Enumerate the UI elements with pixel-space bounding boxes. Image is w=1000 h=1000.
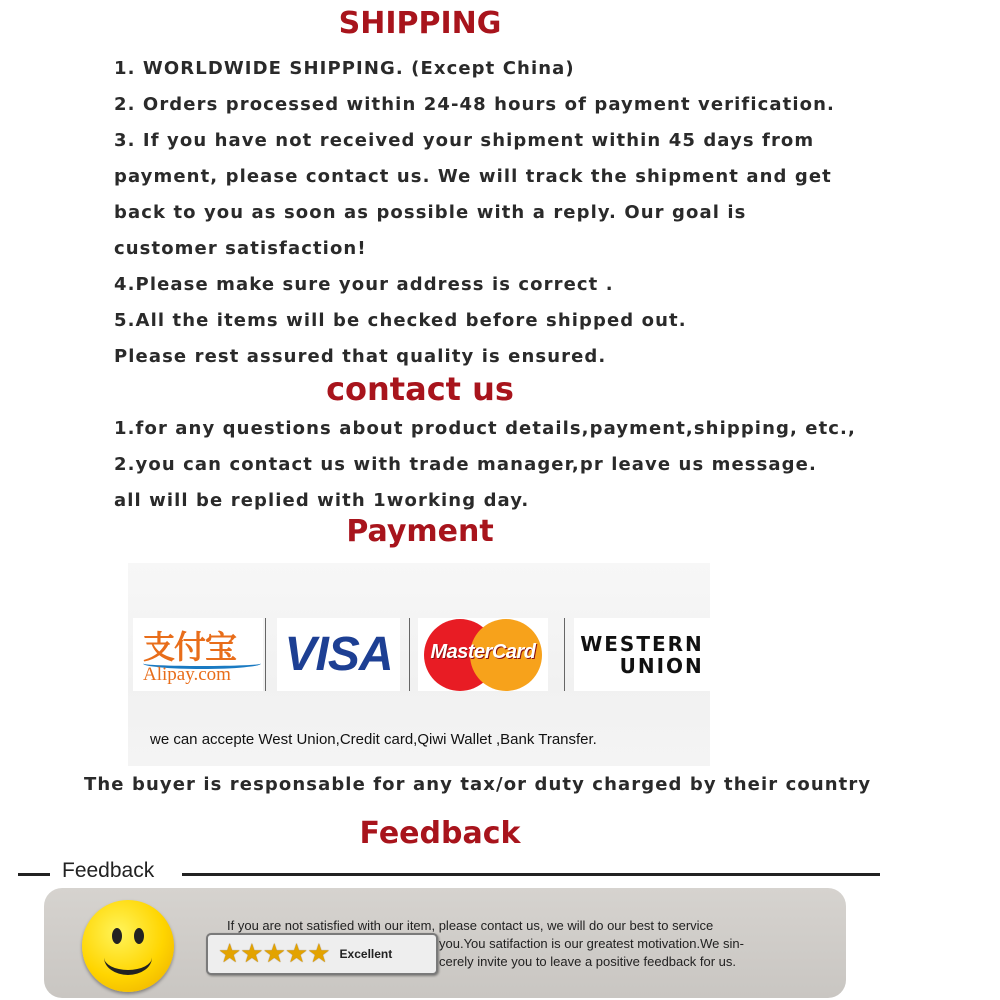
contact-line-1: 1.for any questions about product details,payment,shipping, etc., [114,418,856,439]
shipping-line-3: 3. If you have not received your shipment within 45 days from [114,130,815,151]
shipping-line-6: customer satisfaction! [114,238,367,259]
mastercard-circles-icon [424,619,542,691]
smiley-face-icon [82,900,174,992]
alipay-logo [133,618,263,691]
shipping-line-1: 1. WORLDWIDE SHIPPING. (Except China) [114,58,575,79]
western-union-word-1: WESTERN [580,631,704,656]
contact-line-3: all will be replied with 1working day. [114,490,530,511]
shipping-line-9: Please rest assured that quality is ensured. [114,346,607,367]
feedback-banner-rule-right [182,873,880,876]
logo-divider [265,618,266,691]
payment-methods-caption: we can accepte West Union,Credit card,Qiwi Wallet ,Bank Transfer. [150,731,597,748]
contact-heading: contact us [326,370,514,408]
western-union-logo [574,618,710,691]
excellent-rating-badge [206,933,438,975]
shipping-line-7: 4.Please make sure your address is correct . [114,274,614,295]
shipping-line-8: 5.All the items will be checked before shipped out. [114,310,687,331]
feedback-message-line-3: cerely invite you to leave a positive feedback for us. [439,954,736,969]
shipping-line-2: 2. Orders processed within 24-48 hours of payment verification. [114,94,835,115]
shipping-line-5: back to you as soon as possible with a reply. Our goal is [114,202,747,223]
feedback-message-line-1: If you are not satisfied with our item, please contact us, we will do our best to service [227,918,714,933]
feedback-banner-label: Feedback [62,859,155,882]
shipping-line-4: payment, please contact us. We will track the shipment and get [114,166,832,187]
logo-divider [564,618,565,691]
star-rating-icon: ★★★★★ [218,939,330,969]
buyer-tax-note: The buyer is responsable for any tax/or duty charged by their country [84,774,872,795]
mastercard-logo [418,618,548,691]
rating-label: Excellent [339,947,393,961]
visa-logo [277,618,400,691]
payment-methods-panel [128,563,710,766]
logo-divider [409,618,410,691]
alipay-chinese-wordmark: 支付宝 [143,628,237,666]
contact-line-2: 2.you can contact us with trade manager,pr leave us message. [114,454,817,475]
payment-heading: Payment [346,514,494,549]
feedback-banner [44,888,846,998]
feedback-banner-rule-left [18,873,50,876]
shipping-heading: SHIPPING [338,6,502,41]
feedback-message-line-2: you.You satifaction is our greatest motivation.We sin- [439,936,744,951]
western-union-word-2: UNION [619,653,704,678]
alipay-wordmark: Alipay.com [143,664,231,685]
feedback-heading: Feedback [359,816,521,851]
visa-wordmark: VISA [284,628,393,681]
mastercard-wordmark: MasterCard [430,640,536,663]
